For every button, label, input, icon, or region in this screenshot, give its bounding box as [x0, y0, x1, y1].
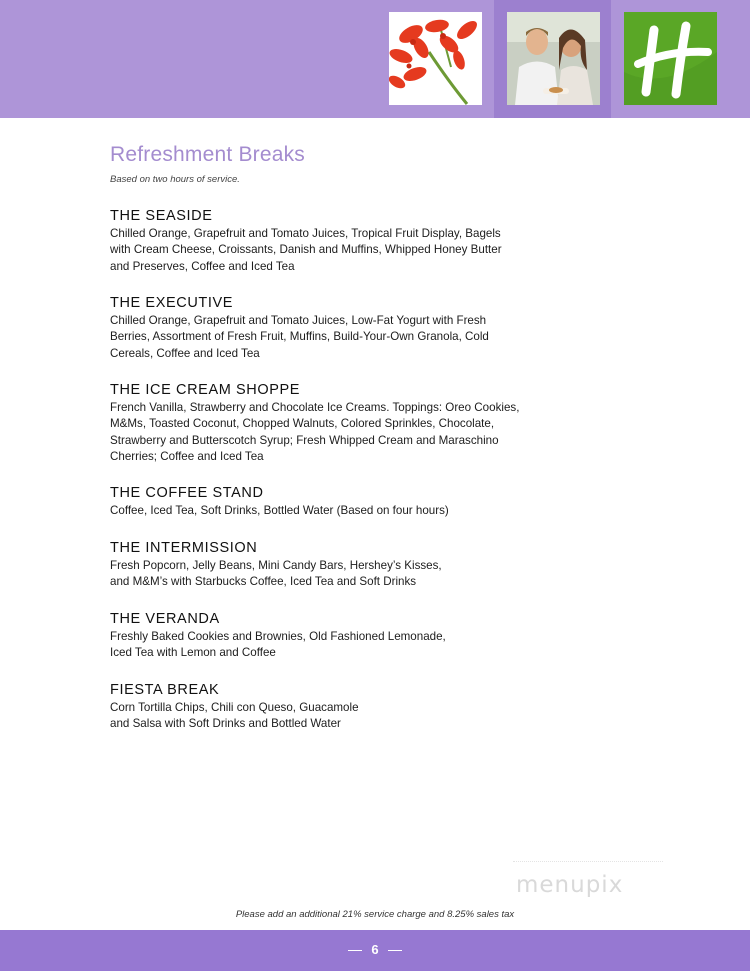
menu-section-seaside [110, 207, 550, 275]
section-heading: THE COFFEE STAND [110, 485, 264, 501]
description-line: Fresh Popcorn, Jelly Beans, Mini Candy Bars, Hershey’s Kisses, [110, 559, 442, 572]
description-line: and M&M’s with Starbucks Coffee, Iced Tea and Soft Drinks [110, 575, 417, 589]
left-dash [348, 950, 362, 951]
description-line: Chilled Orange, Grapefruit and Tomato Juices, Low-Fat Yogurt with Fresh [110, 314, 487, 327]
description-line: Chilled Orange, Grapefruit and Tomato Juices, Tropical Fruit Display, Bagels [110, 227, 501, 240]
holiday-inn-logo-image [624, 12, 717, 105]
description-line: French Vanilla, Strawberry and Chocolate Ice Creams. Toppings: Oreo Cookies, [110, 401, 520, 414]
description-line: Cereals, Coffee and Iced Tea [110, 346, 260, 360]
description-line: Strawberry and Butterscotch Syrup; Fresh Whipped Cream and Maraschino [110, 433, 499, 447]
section-heading: THE SEASIDE [110, 208, 213, 224]
section-heading: THE EXECUTIVE [110, 295, 234, 311]
section-heading: THE VERANDA [110, 611, 220, 627]
page-title: Refreshment Breaks [110, 143, 306, 166]
description-line: and Salsa with Soft Drinks and Bottled Water [110, 717, 341, 731]
hotel-logo [624, 12, 717, 105]
description-line: with Cream Cheese, Croissants, Danish and Muffins, Whipped Honey Butter [110, 243, 502, 257]
right-dash [388, 950, 402, 951]
section-description [110, 503, 550, 519]
section-description [110, 558, 550, 591]
description-line: Corn Tortilla Chips, Chili con Queso, Guacamole [110, 701, 359, 714]
section-description [110, 400, 550, 465]
description-line: Cherries; Coffee and Iced Tea [110, 449, 264, 463]
section-description [110, 629, 550, 662]
section-description [110, 700, 550, 733]
description-line: M&Ms, Toasted Coconut, Chopped Walnuts, Colored Sprinkles, Chocolate, [110, 417, 495, 431]
description-line: Berries, Assortment of Fresh Fruit, Muffins, Build-Your-Own Granola, Cold [110, 330, 489, 344]
couple-dining-image [507, 12, 600, 105]
menu-section-intermission [110, 539, 550, 591]
footer-bar [0, 930, 750, 971]
page-number-block [0, 942, 750, 957]
couple-photo [507, 12, 600, 105]
description-line: Iced Tea with Lemon and Coffee [110, 646, 276, 660]
page-number: 6 [371, 942, 379, 957]
menu-section-executive [110, 294, 550, 362]
watermark-divider [513, 861, 663, 862]
menu-section-ice-cream-shoppe [110, 381, 550, 465]
section-heading: THE ICE CREAM SHOPPE [110, 382, 301, 398]
description-line: Freshly Baked Cookies and Brownies, Old Fashioned Lemonade, [110, 630, 446, 643]
title-block [110, 142, 550, 186]
menu-section-veranda [110, 610, 550, 662]
section-description [110, 313, 550, 362]
header-banner [0, 0, 750, 118]
menupix-watermark: menupix [516, 872, 624, 898]
section-heading: THE INTERMISSION [110, 540, 258, 556]
red-flowers-image [389, 12, 482, 105]
service-note: Based on two hours of service. [110, 174, 240, 185]
description-line: Coffee, Iced Tea, Soft Drinks, Bottled Water (Based on four hours) [110, 504, 449, 517]
tax-footnote: Please add an additional 21% service charge and 8.25% sales tax [235, 909, 515, 920]
flower-photo [389, 12, 482, 105]
section-description [110, 226, 550, 275]
menu-section-fiesta-break [110, 681, 550, 733]
section-heading: FIESTA BREAK [110, 682, 220, 698]
menu-section-coffee-stand [110, 484, 550, 519]
description-line: and Preserves, Coffee and Iced Tea [110, 259, 295, 273]
